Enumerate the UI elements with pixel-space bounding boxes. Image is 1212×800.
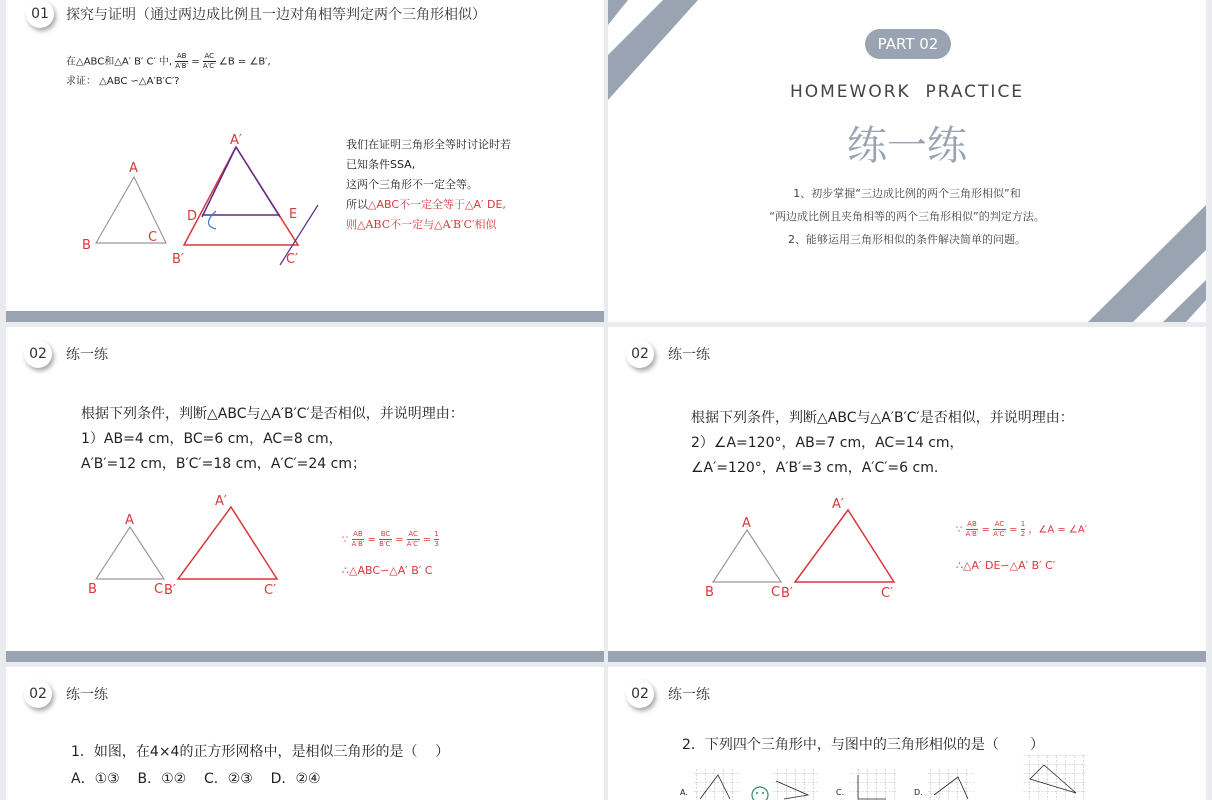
slide-part-02-cover[interactable]: [608, 0, 1206, 322]
fraction-3-den: 2: [1020, 530, 1026, 538]
question-line-1: 根据下列条件，判断△ABC与△A′B′C′是否相似，并说明理由：: [691, 410, 1074, 426]
fraction-3-den: A′C′: [406, 540, 420, 548]
label-c: C: [154, 582, 164, 597]
answer-angle-equal: ，∠A = ∠A′: [1028, 524, 1088, 536]
ratio-ab-denominator: A′B′: [175, 62, 189, 70]
slide-title: 练一练: [66, 687, 108, 703]
prove-statement: 求证： △ABC ∽△A′B′C′?: [66, 76, 180, 87]
homework-heading: HOMEWORK PRACTICE: [789, 82, 1025, 102]
option-c-grid: [850, 769, 896, 800]
section-number-badge: 02: [626, 680, 654, 708]
triangle-a2b2c2: [184, 147, 298, 245]
ratio-ab-numerator: AB: [176, 52, 187, 60]
label-d: D: [187, 209, 198, 224]
slide-bottom-bar: [6, 651, 604, 662]
question-line-2: 2）∠A=120°，AB=7 cm，AC=14 cm，: [691, 435, 964, 451]
slide-bottom-bar: [6, 311, 604, 322]
label-c-prime: C′: [264, 583, 277, 598]
question-options: A．①③ B．①② C．②③ D．②④: [71, 771, 321, 787]
goal-line-2: “两边成比例且夹角相等的两个三角形相似”的判定方法。: [769, 210, 1045, 223]
compass-arc: [209, 211, 217, 229]
answer-line-2: ∴△A′ DE∽△A′ B′ C′: [956, 559, 1056, 572]
question-line-1: 根据下列条件，判断△ABC与△A′B′C′是否相似，并说明理由：: [81, 406, 464, 422]
fraction-1-num: AB: [967, 520, 977, 528]
question-text: 1．如图，在4×4的正方形网格中，是相似三角形的是（ ）: [71, 744, 450, 760]
goal-line-3: 2、能够运用三角形相似的条件解决简单的问题。: [788, 233, 1026, 246]
triangle-abc: [713, 530, 781, 582]
option-a-label: A.: [680, 788, 688, 797]
fraction-2-num: BC: [380, 530, 391, 538]
label-a-prime: A′: [832, 497, 844, 512]
triangle-a2b2c2: [795, 510, 894, 582]
label-a-prime: A′: [230, 133, 242, 148]
label-b-prime: B′: [164, 583, 176, 598]
question-line-3: A′B′=12 cm，B′C′=18 cm，A′C′=24 cm；: [81, 456, 366, 472]
segment-a2d: [202, 147, 236, 217]
label-a: A: [125, 513, 134, 528]
answer-because: ∵: [956, 524, 963, 536]
smiley-icon: [752, 787, 768, 800]
note-line-5: [346, 216, 497, 232]
diagram-ssa: [66, 125, 366, 285]
part-pill: PART 02: [865, 29, 951, 59]
big-title: 练一练: [847, 123, 967, 169]
label-a: A: [742, 516, 751, 531]
slide-practice-4[interactable]: [608, 667, 1206, 800]
note-line-1: 我们在证明三角形全等时讨论时若: [346, 138, 511, 151]
triangle-a2b2c2: [178, 507, 277, 579]
note-line-5-red2: 相似: [474, 218, 497, 231]
section-number-badge: 02: [24, 340, 52, 368]
fraction-4-num: 1: [434, 530, 439, 538]
slide-practice-1[interactable]: [6, 327, 604, 662]
answer-line-1: ∵ $\frac{AB}{A'B'}$ = $\frac{AC}{A'C'}$ = $\frac{1}{2}$ ，∠A = ∠A′: [956, 520, 1088, 538]
label-b-prime: B′: [781, 586, 793, 601]
label-c-prime: C′: [286, 252, 299, 267]
label-b: B: [82, 238, 91, 253]
slide-practice-3[interactable]: [6, 667, 604, 800]
fraction-4-den: 3: [434, 540, 439, 548]
slide-title: 练一练: [668, 347, 710, 363]
ratio-ac-numerator: AC: [204, 52, 215, 60]
label-b: B: [705, 585, 714, 600]
note-line-4-red: △ABC不一定全等于△A′ DE,: [368, 198, 506, 211]
fraction-1-den: A′B′: [351, 540, 365, 548]
fraction-3-num: 1: [1020, 520, 1026, 528]
label-b: B: [88, 582, 97, 597]
fraction-3-num: AC: [408, 530, 418, 538]
triangle-abc: [96, 527, 164, 579]
label-c: C: [771, 585, 781, 600]
section-number-badge: 02: [626, 340, 654, 368]
note-line-4: [346, 196, 506, 212]
option-b-grid: [772, 769, 818, 800]
slide-title: 练一练: [668, 687, 710, 703]
label-b-prime: B′: [172, 252, 184, 267]
label-a: A: [129, 161, 138, 176]
fraction-2-den: A′C′: [993, 530, 1006, 538]
fraction-2-num: AC: [994, 520, 1005, 528]
label-a-prime: A′: [215, 494, 227, 509]
note-line-5-red1: 则: [346, 218, 357, 231]
given-angle: ∠B = ∠B′,: [218, 56, 271, 68]
note-line-4-prefix: 所以: [346, 198, 368, 211]
question-text: 2．下列四个三角形中，与图中的三角形相似的是（ ）: [682, 737, 1045, 753]
ratio-ac-denominator: A′C′: [202, 62, 216, 70]
line-through-e: [236, 147, 280, 217]
label-e: E: [289, 207, 298, 222]
section-number-badge: 01: [26, 0, 54, 28]
option-a-grid: [694, 769, 740, 800]
diagram-triangles: [703, 497, 943, 607]
note-line-2: 已知条件SSA,: [346, 158, 416, 171]
section-number-badge: 02: [24, 680, 52, 708]
answer-because: ∵: [342, 534, 349, 546]
answer-line-2: ∴△ABC∽△A′ B′ C: [342, 564, 433, 577]
fraction-1-num: AB: [353, 530, 363, 538]
note-line-3: 这两个三角形不一定全等。: [346, 178, 478, 191]
grid-options-figure: [678, 755, 1108, 800]
slide-practice-2[interactable]: [608, 327, 1206, 662]
goal-line-1: 1、初步掌握“三边成比例的两个三角形相似”和: [793, 187, 1021, 200]
slide-bottom-bar: [608, 651, 1206, 662]
diagram-triangles: [86, 492, 326, 602]
question-line-2: 1）AB=4 cm，BC=6 cm，AC=8 cm，: [81, 431, 343, 447]
label-c: C: [148, 230, 158, 245]
given-prefix: 在△ABC和△A′ B′ C′ 中,: [66, 56, 173, 68]
option-d-grid: [928, 769, 974, 800]
fraction-1-den: A′B′: [965, 530, 979, 538]
fraction-2-den: B′C′: [379, 540, 392, 548]
note-line-5-black: △ABC不一定与△A′B′C′: [357, 218, 475, 231]
answer-line-1: ∵ $\frac{AB}{A'B'}$ = $\frac{BC}{B'C'}$ = $\frac{AC}{A'C'}$ = $\frac{1}{3}$: [342, 530, 439, 548]
option-d-label: D.: [914, 788, 923, 797]
question-line-3: ∠A′=120°，A′B′=3 cm，A′C′=6 cm.: [691, 460, 939, 476]
option-c-label: C.: [836, 788, 845, 797]
given-statement: 在△ABC和△A′ B′ C′ 中, $\frac{AB}{A'B'}$ = $\frac{AC}{A'C'}$ ∠B = ∠B′,: [66, 52, 271, 70]
slide-title: 练一练: [66, 347, 108, 363]
slide-title: 探究与证明（通过两边成比例且一边对角相等判定两个三角形相似）: [66, 7, 486, 23]
label-c-prime: C′: [881, 586, 894, 601]
slide-exploration[interactable]: [6, 0, 604, 322]
